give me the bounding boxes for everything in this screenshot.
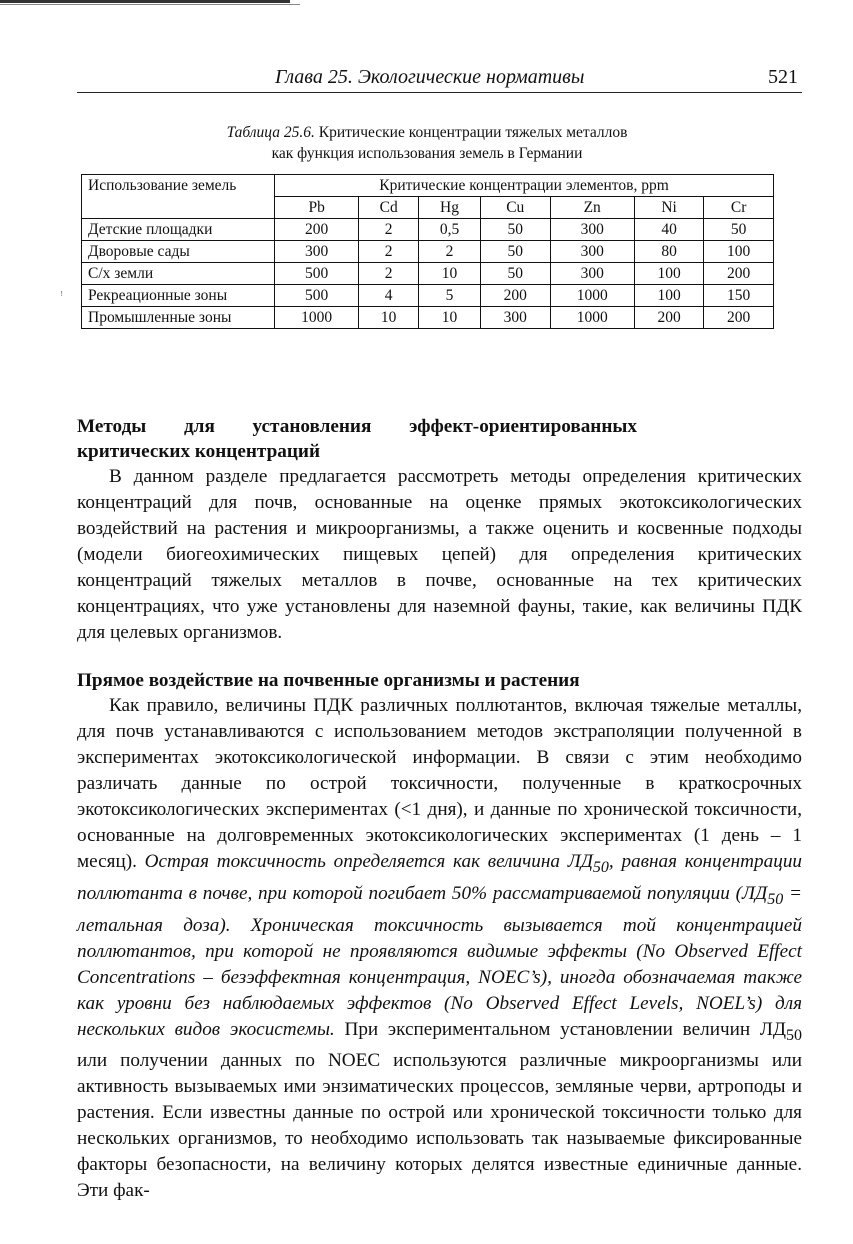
element-header: Cd [359, 197, 419, 219]
table-cell: 300 [481, 307, 550, 329]
text-span: Как правило, величины ПДК различных поллютантов, включая тяжелые металлы, для почв устанавливаются с использованием методов экстраполяции полученной в экспериментах экотоксикологической информации. В связи с этим необходимо различать данные по острой токсичности, полученные в краткосрочных экотоксикологических экспериментах (<1 дня), и данные по хронической токсичности, основанные на долговременных экотоксикологических экспериментах (1 день – 1 месяц). [77, 695, 802, 872]
text-span: При экспериментальном установлении величин ЛД [334, 1018, 787, 1040]
text-span: Острая токсичность определяется как величина ЛД [144, 851, 593, 872]
chapter-title: Глава 25. Экологические нормативы [275, 66, 585, 88]
element-header: Zn [550, 197, 634, 219]
row-label: Детские площадки [82, 219, 275, 241]
table-cell: 200 [704, 307, 774, 329]
table-cell: 2 [359, 241, 419, 263]
running-header [77, 66, 802, 93]
table-cell: 500 [275, 285, 359, 307]
table-cell: 200 [275, 219, 359, 241]
subscript: 50 [786, 1026, 803, 1044]
table-row [82, 241, 774, 263]
table-cell: 80 [634, 241, 703, 263]
table-cell: 150 [704, 285, 774, 307]
table-cell: 200 [704, 263, 774, 285]
text-span: или получении данных по NOEC используются различные микроорганизмы или активность вызываемых ими энзиматических процессов, земляные черви, артроподы и растения. Если известны данные по острой или хронической токсичности только для нескольких организмов, то необходимо использовать так называемые фиксированные факторы безопасности, на величину которых делятся известные единичные данные. Эти фак- [77, 1050, 802, 1202]
table-cell: 100 [634, 263, 703, 285]
table-cell: 50 [481, 263, 550, 285]
table-row [82, 219, 774, 241]
table-cell: 0,5 [418, 219, 480, 241]
table-cell: 50 [704, 219, 774, 241]
table-cell: 200 [634, 307, 703, 329]
caption-text-2: как функция использования земель в Германии [271, 145, 583, 162]
spacer [77, 646, 802, 668]
table-cell: 1000 [550, 307, 634, 329]
caption-text-1: Критические концентрации тяжелых металлов [318, 124, 628, 141]
table-cell: 2 [418, 241, 480, 263]
text-span: , равная концентрации поллютанта в почве, при которой погибает 50% рассматриваемой популяции (ЛД [77, 851, 803, 904]
paragraph-direct-impact [77, 693, 802, 1204]
text-span: = летальная доза). Хроническая токсичность вызывается той концентрацией поллютантов, при которой не проявляются видимые эффекты (No Observed Effect Concentrations – безэффектная концентрация, NOEC’s), иногда обозначаемая также как уровни без наблюдаемых эффектов (No Observed Effect Levels, NOEL’s) для нескольких видов экосистемы. [77, 882, 802, 1040]
table-cell: 10 [359, 307, 419, 329]
element-header: Hg [418, 197, 480, 219]
table-cell: 300 [550, 263, 634, 285]
paragraph-methods: В данном разделе предлагается рассмотреть методы определения критических концентраций для почв, основанные на оценке прямых экотоксикологических воздействий на растения и микроорганизмы, а также оценить и косвенные подходы (модели биогеохимических пищевых цепей) для определения критических концентраций тяжелых металлов в почве, основанные на тех критических концентрациях, что уже установлены для наземной фауны, такие, как величины ПДК для целевых организмов. [77, 466, 802, 643]
table-cell: 2 [359, 219, 419, 241]
italic-span [77, 851, 802, 1040]
table-cell: 100 [634, 285, 703, 307]
column-header-land-use: Использование земель [82, 175, 275, 219]
column-header-group: Критические концентрации элементов, ppm [275, 175, 774, 197]
table-cell: 50 [481, 219, 550, 241]
margin-mark: ꜝ [60, 292, 64, 303]
scan-edge-line-thin [0, 4, 300, 5]
table-row [82, 285, 774, 307]
caption-line-1 [77, 122, 777, 143]
table-cell: 10 [418, 263, 480, 285]
scan-edge-line [0, 0, 290, 3]
row-label: Рекреационные зоны [82, 285, 275, 307]
section-heading-methods: Методы для установления эффект-ориентированных критических концентраций [77, 416, 637, 462]
row-label: Дворовые сады [82, 241, 275, 263]
element-header: Cu [481, 197, 550, 219]
table-header-row [82, 175, 774, 197]
table-cell: 300 [550, 241, 634, 263]
table-cell: 200 [481, 285, 550, 307]
table-cell: 300 [550, 219, 634, 241]
caption-label: Таблица 25.6. [226, 124, 315, 141]
table-cell: 4 [359, 285, 419, 307]
table-cell: 1000 [275, 307, 359, 329]
subscript: 50 [767, 890, 784, 908]
table-row [82, 263, 774, 285]
table-caption [77, 122, 777, 164]
table-cell: 300 [275, 241, 359, 263]
element-header: Ni [634, 197, 703, 219]
row-label: С/х земли [82, 263, 275, 285]
element-header: Cr [704, 197, 774, 219]
table-cell: 50 [481, 241, 550, 263]
table-cell: 100 [704, 241, 774, 263]
subscript: 50 [592, 858, 609, 876]
table-cell: 10 [418, 307, 480, 329]
table-cell: 1000 [550, 285, 634, 307]
element-header: Pb [275, 197, 359, 219]
table-cell: 40 [634, 219, 703, 241]
table-cell: 500 [275, 263, 359, 285]
row-label: Промышленные зоны [82, 307, 275, 329]
concentration-table [81, 174, 774, 329]
table-row [82, 307, 774, 329]
section-heading-direct-impact: Прямое воздействие на почвенные организмы и растения [77, 670, 580, 691]
page-number: 521 [768, 66, 798, 88]
body-text [77, 414, 802, 1204]
table-cell: 5 [418, 285, 480, 307]
table-cell: 2 [359, 263, 419, 285]
